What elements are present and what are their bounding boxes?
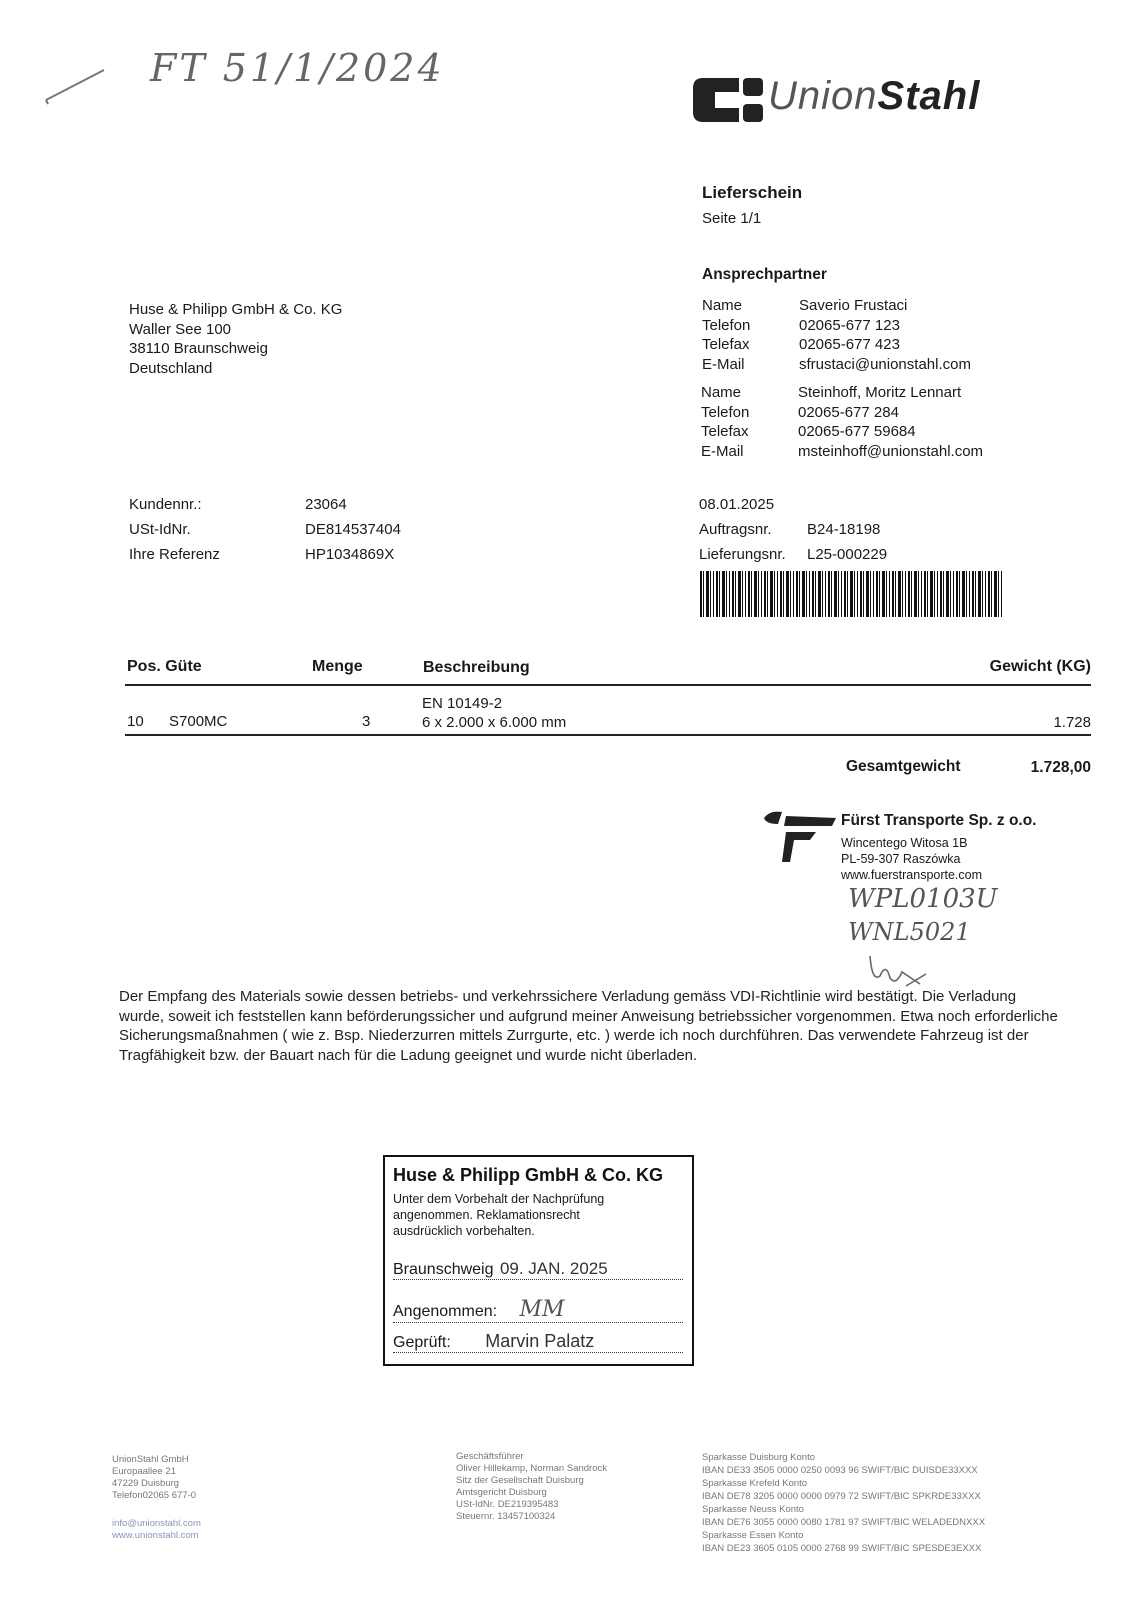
handwritten-plate-2: WNL5021 (848, 918, 971, 946)
contacts-heading: Ansprechpartner (702, 266, 827, 283)
total-weight-value: 1.728,00 (1030, 759, 1091, 776)
stamp-accepted-label: Angenommen: (393, 1303, 498, 1320)
row-position: 10 (127, 713, 144, 730)
delivery-number: L25-000229 (807, 546, 888, 563)
receipt-declaration: Der Empfang des Materials sowie dessen betriebs- und verkehrssichere Verladung gemäss VDI-Richtlinie wird bestätigt. Die Verladung wurde, soweit ich feststellen kann beförderungssicher und aufgrund meiner Anweisung betriebssicher vorgenommen. Etwa noch erforderliche Sicherungsmaßnahmen ( wie z. Bsp. Niederzurren mittels Zurrgurte, etc. ) werde ich noch durchführen. Das verwendete Fahrzeug ist der Tragfähigkeit bzw. der Bauart nach für die Ladung geeignet und wurde nicht überladen. (119, 988, 1058, 1064)
footer-line: Steuernr. 13457100324 (456, 1511, 556, 1522)
contact-label: Name (702, 297, 743, 314)
stamp-checked-name: Marvin Palatz (485, 1331, 595, 1351)
table-header-quantity: Menge (312, 658, 363, 675)
contact-name: Saverio Frustaci (799, 297, 908, 314)
contact-label: E-Mail (702, 355, 745, 373)
unionstahl-logo-mark (693, 78, 763, 122)
row-description-standard: EN 10149-2 (422, 695, 503, 712)
recipient-line: Waller See 100 (129, 320, 231, 338)
footer-line: Sparkasse Krefeld Konto (702, 1478, 808, 1489)
document-title: Lieferschein (702, 183, 803, 202)
customer-info (129, 492, 401, 567)
contact-email: msteinhoff@unionstahl.com (798, 442, 984, 460)
footer-line: UnionStahl GmbH (112, 1454, 189, 1465)
footer-management (456, 1451, 607, 1523)
receipt-stamp (383, 1155, 694, 1366)
customer-label: USt-IdNr. (129, 521, 191, 538)
contact-label: Name (701, 384, 742, 401)
contact-phone: 02065-677 284 (798, 403, 899, 421)
table-header-pos-quality: Pos. Güte (127, 658, 202, 675)
footer-web-link[interactable]: www.unionstahl.com (112, 1530, 199, 1541)
handwritten-signature-driver (866, 952, 936, 988)
footer-line: Sitz der Gesellschaft Duisburg (456, 1475, 584, 1486)
footer-line: Europaallee 21 (112, 1466, 176, 1477)
table-row (125, 694, 1091, 734)
stamp-checked (393, 1331, 683, 1353)
stamp-place-label: Braunschweig (393, 1261, 494, 1278)
carrier-city: PL-59-307 Raszówka (841, 852, 961, 866)
order-number: B24-18198 (807, 521, 881, 538)
carrier-name: Fürst Transporte Sp. z o.o. (841, 812, 1037, 829)
footer-line: Telefon02065 677-0 (112, 1490, 196, 1501)
unionstahl-logo: UnionStahl (768, 74, 981, 118)
footer-line: IBAN DE23 3605 0105 0000 2768 99 SWIFT/BIC SPESDE3EXXX (702, 1543, 982, 1554)
stamp-accepted-signature: MM (519, 1297, 565, 1322)
row-quality: S700MC (169, 713, 228, 730)
customer-value: 23064 (305, 496, 347, 513)
contact-label: E-Mail (701, 442, 744, 460)
footer-banking (702, 1451, 985, 1555)
footer-line: USt-IdNr. DE219395483 (456, 1499, 559, 1510)
footer-line: IBAN DE33 3505 0000 0250 0093 96 SWIFT/BIC DUISDE33XXX (702, 1465, 978, 1476)
footer-line: Sparkasse Essen Konto (702, 1530, 804, 1541)
table-header-description: Beschreibung (423, 659, 530, 676)
recipient-line: Deutschland (129, 359, 213, 377)
contact-email: sfrustaci@unionstahl.com (799, 355, 971, 373)
stamp-line: Unter dem Vorbehalt der Nachprüfung (393, 1192, 605, 1206)
contact-phone: 02065-677 123 (799, 316, 900, 334)
row-quantity: 3 (362, 713, 371, 730)
recipient-line: 38110 Braunschweig (129, 340, 268, 357)
footer-line: IBAN DE78 3205 0000 0000 0979 72 SWIFT/BIC SPKRDE33XXX (702, 1491, 981, 1502)
handwritten-plate-1: WPL0103U (848, 884, 998, 914)
footer-line: 47229 Duisburg (112, 1478, 180, 1489)
delivery-number-label: Lieferungsnr. (699, 546, 786, 563)
carrier-logo (760, 810, 836, 872)
footer-links (112, 1518, 201, 1542)
order-date: 08.01.2025 (699, 496, 775, 513)
stamp-date: 09. JAN. 2025 (499, 1259, 608, 1278)
page-number: Seite 1/1 (702, 210, 762, 227)
footer-line: Amtsgericht Duisburg (456, 1487, 547, 1498)
footer-line: Oliver Hillekamp, Norman Sandrock (456, 1463, 607, 1474)
footer-line: IBAN DE76 3055 0000 0080 1781 97 SWIFT/BIC WELADEDNXXX (702, 1517, 986, 1528)
contact-block-2 (701, 383, 1101, 461)
row-weight: 1.728 (1053, 714, 1091, 731)
customer-value: HP1034869X (305, 546, 395, 563)
recipient-address (129, 300, 342, 378)
customer-value: DE814537404 (305, 521, 401, 538)
table-header-weight: Gewicht (KG) (989, 658, 1091, 675)
contact-fax: 02065-677 59684 (798, 423, 916, 440)
table-header-rule (125, 684, 1091, 686)
contact-label: Telefax (701, 423, 749, 440)
stamp-accepted (393, 1297, 683, 1323)
total-weight-label: Gesamtgewicht (846, 758, 961, 775)
customer-label: Ihre Referenz (129, 546, 220, 563)
footer-company (112, 1454, 196, 1502)
contact-label: Telefax (702, 336, 750, 353)
handwritten-arrow (44, 66, 108, 106)
contact-fax: 02065-677 423 (799, 336, 900, 353)
contact-label: Telefon (701, 403, 750, 421)
contact-label: Telefon (702, 316, 751, 334)
stamp-line: angenommen. Reklamationsrecht (393, 1208, 580, 1222)
footer-email-link[interactable]: info@unionstahl.com (112, 1518, 201, 1529)
order-info (699, 492, 887, 567)
table-bottom-rule (125, 734, 1091, 736)
customer-label: Kundennr.: (129, 496, 202, 513)
carrier-street: Wincentego Witosa 1B (841, 836, 968, 850)
footer-line: Sparkasse Duisburg Konto (702, 1452, 816, 1463)
footer-line: Geschäftsführer (456, 1451, 524, 1462)
row-description-dimensions: 6 x 2.000 x 6.000 mm (422, 714, 567, 731)
order-number-label: Auftragsnr. (699, 521, 772, 538)
stamp-company: Huse & Philipp GmbH & Co. KG (393, 1165, 664, 1185)
footer-line: Sparkasse Neuss Konto (702, 1504, 804, 1515)
contact-name: Steinhoff, Moritz Lennart (798, 384, 962, 401)
stamp-line: ausdrücklich vorbehalten. (393, 1224, 535, 1238)
contact-block-1 (702, 296, 1102, 374)
recipient-line: Huse & Philipp GmbH & Co. KG (129, 301, 343, 318)
handwritten-reference: FT 51/1/2024 (150, 46, 445, 90)
barcode (700, 571, 1004, 617)
carrier-website: www.fuerstransporte.com (841, 868, 983, 882)
stamp-checked-label: Geprüft: (393, 1334, 451, 1351)
stamp-place (393, 1259, 683, 1280)
